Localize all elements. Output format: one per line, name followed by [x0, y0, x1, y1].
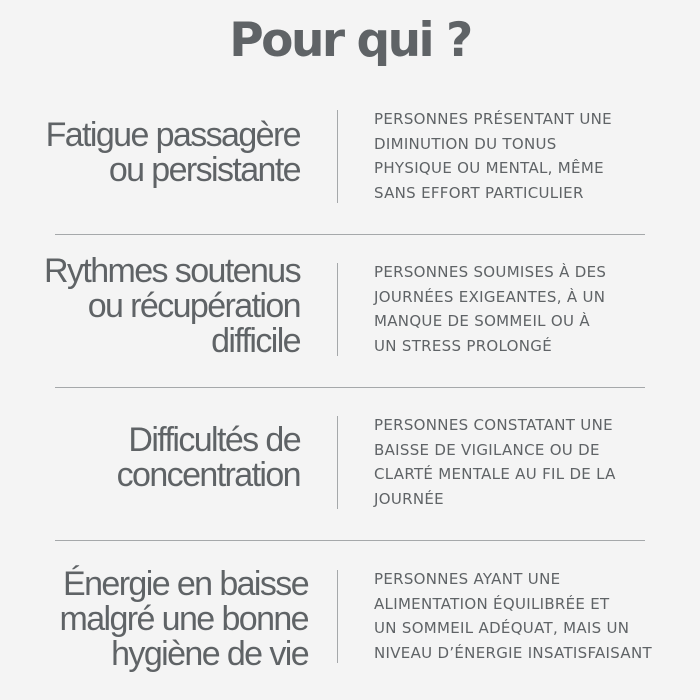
row-title-line: Difficultés de: [128, 421, 300, 459]
row-description-line: CLARTÉ MENTALE AU FIL DE LA: [374, 465, 616, 483]
row-title-line: hygiène de vie: [111, 635, 308, 673]
row-separator: [55, 387, 645, 388]
row-description-line: PERSONNES SOUMISES À DES: [374, 263, 607, 281]
row-title-line: ou persistante: [108, 151, 300, 189]
row-description-line: ALIMENTATION ÉQUILIBRÉE ET: [374, 594, 610, 613]
row-description-line: JOURNÉE: [374, 489, 444, 508]
row-description-line: SANS EFFORT PARTICULIER: [374, 183, 584, 202]
column-divider: [337, 416, 338, 509]
row-description-line: BAISSE DE VIGILANCE OU DE: [374, 440, 600, 459]
row-description-line: PERSONNES PRÉSENTANT UNE: [374, 110, 612, 128]
row-title-line: malgré une bonne: [59, 600, 308, 638]
row-separator: [55, 234, 645, 235]
row-separator: [55, 540, 645, 541]
page-title: Pour qui ?: [229, 13, 471, 68]
row-description-line: PHYSIQUE OU MENTAL, MÊME: [374, 159, 604, 177]
row-title-line: Fatigue passagère: [45, 116, 300, 154]
row-title: [44, 254, 300, 359]
row-title: [46, 118, 300, 188]
row-description-line: MANQUE DE SOMMEIL OU À: [374, 312, 590, 330]
row-title-line: Énergie en baisse: [63, 565, 308, 603]
column-divider: [337, 570, 338, 663]
column-divider: [337, 263, 338, 356]
row-title-line: difficile: [211, 322, 300, 360]
row-title: [117, 423, 300, 493]
row-description-line: JOURNÉES EXIGEANTES, À UN: [374, 287, 606, 306]
row-description-line: UN SOMMEIL ADÉQUAT, MAIS UN: [374, 619, 630, 637]
column-divider: [337, 110, 338, 203]
row-description-line: PERSONNES AYANT UNE: [374, 570, 561, 588]
row-description-line: UN STRESS PROLONGÉ: [374, 336, 552, 355]
row-title-line: concentration: [116, 456, 300, 494]
row-description: [374, 107, 612, 205]
row-description: [374, 413, 616, 511]
row-title-line: Rythmes soutenus: [44, 252, 300, 290]
row-description-line: NIVEAU D’ÉNERGIE INSATISFAISANT: [374, 643, 652, 662]
row-title: [60, 567, 309, 672]
row-description-line: DIMINUTION DU TONUS: [374, 134, 557, 153]
row-description: [374, 260, 606, 358]
row-description: [374, 567, 652, 665]
row-description-line: PERSONNES CONSTATANT UNE: [374, 416, 613, 434]
row-title-line: ou récupération: [87, 287, 300, 325]
